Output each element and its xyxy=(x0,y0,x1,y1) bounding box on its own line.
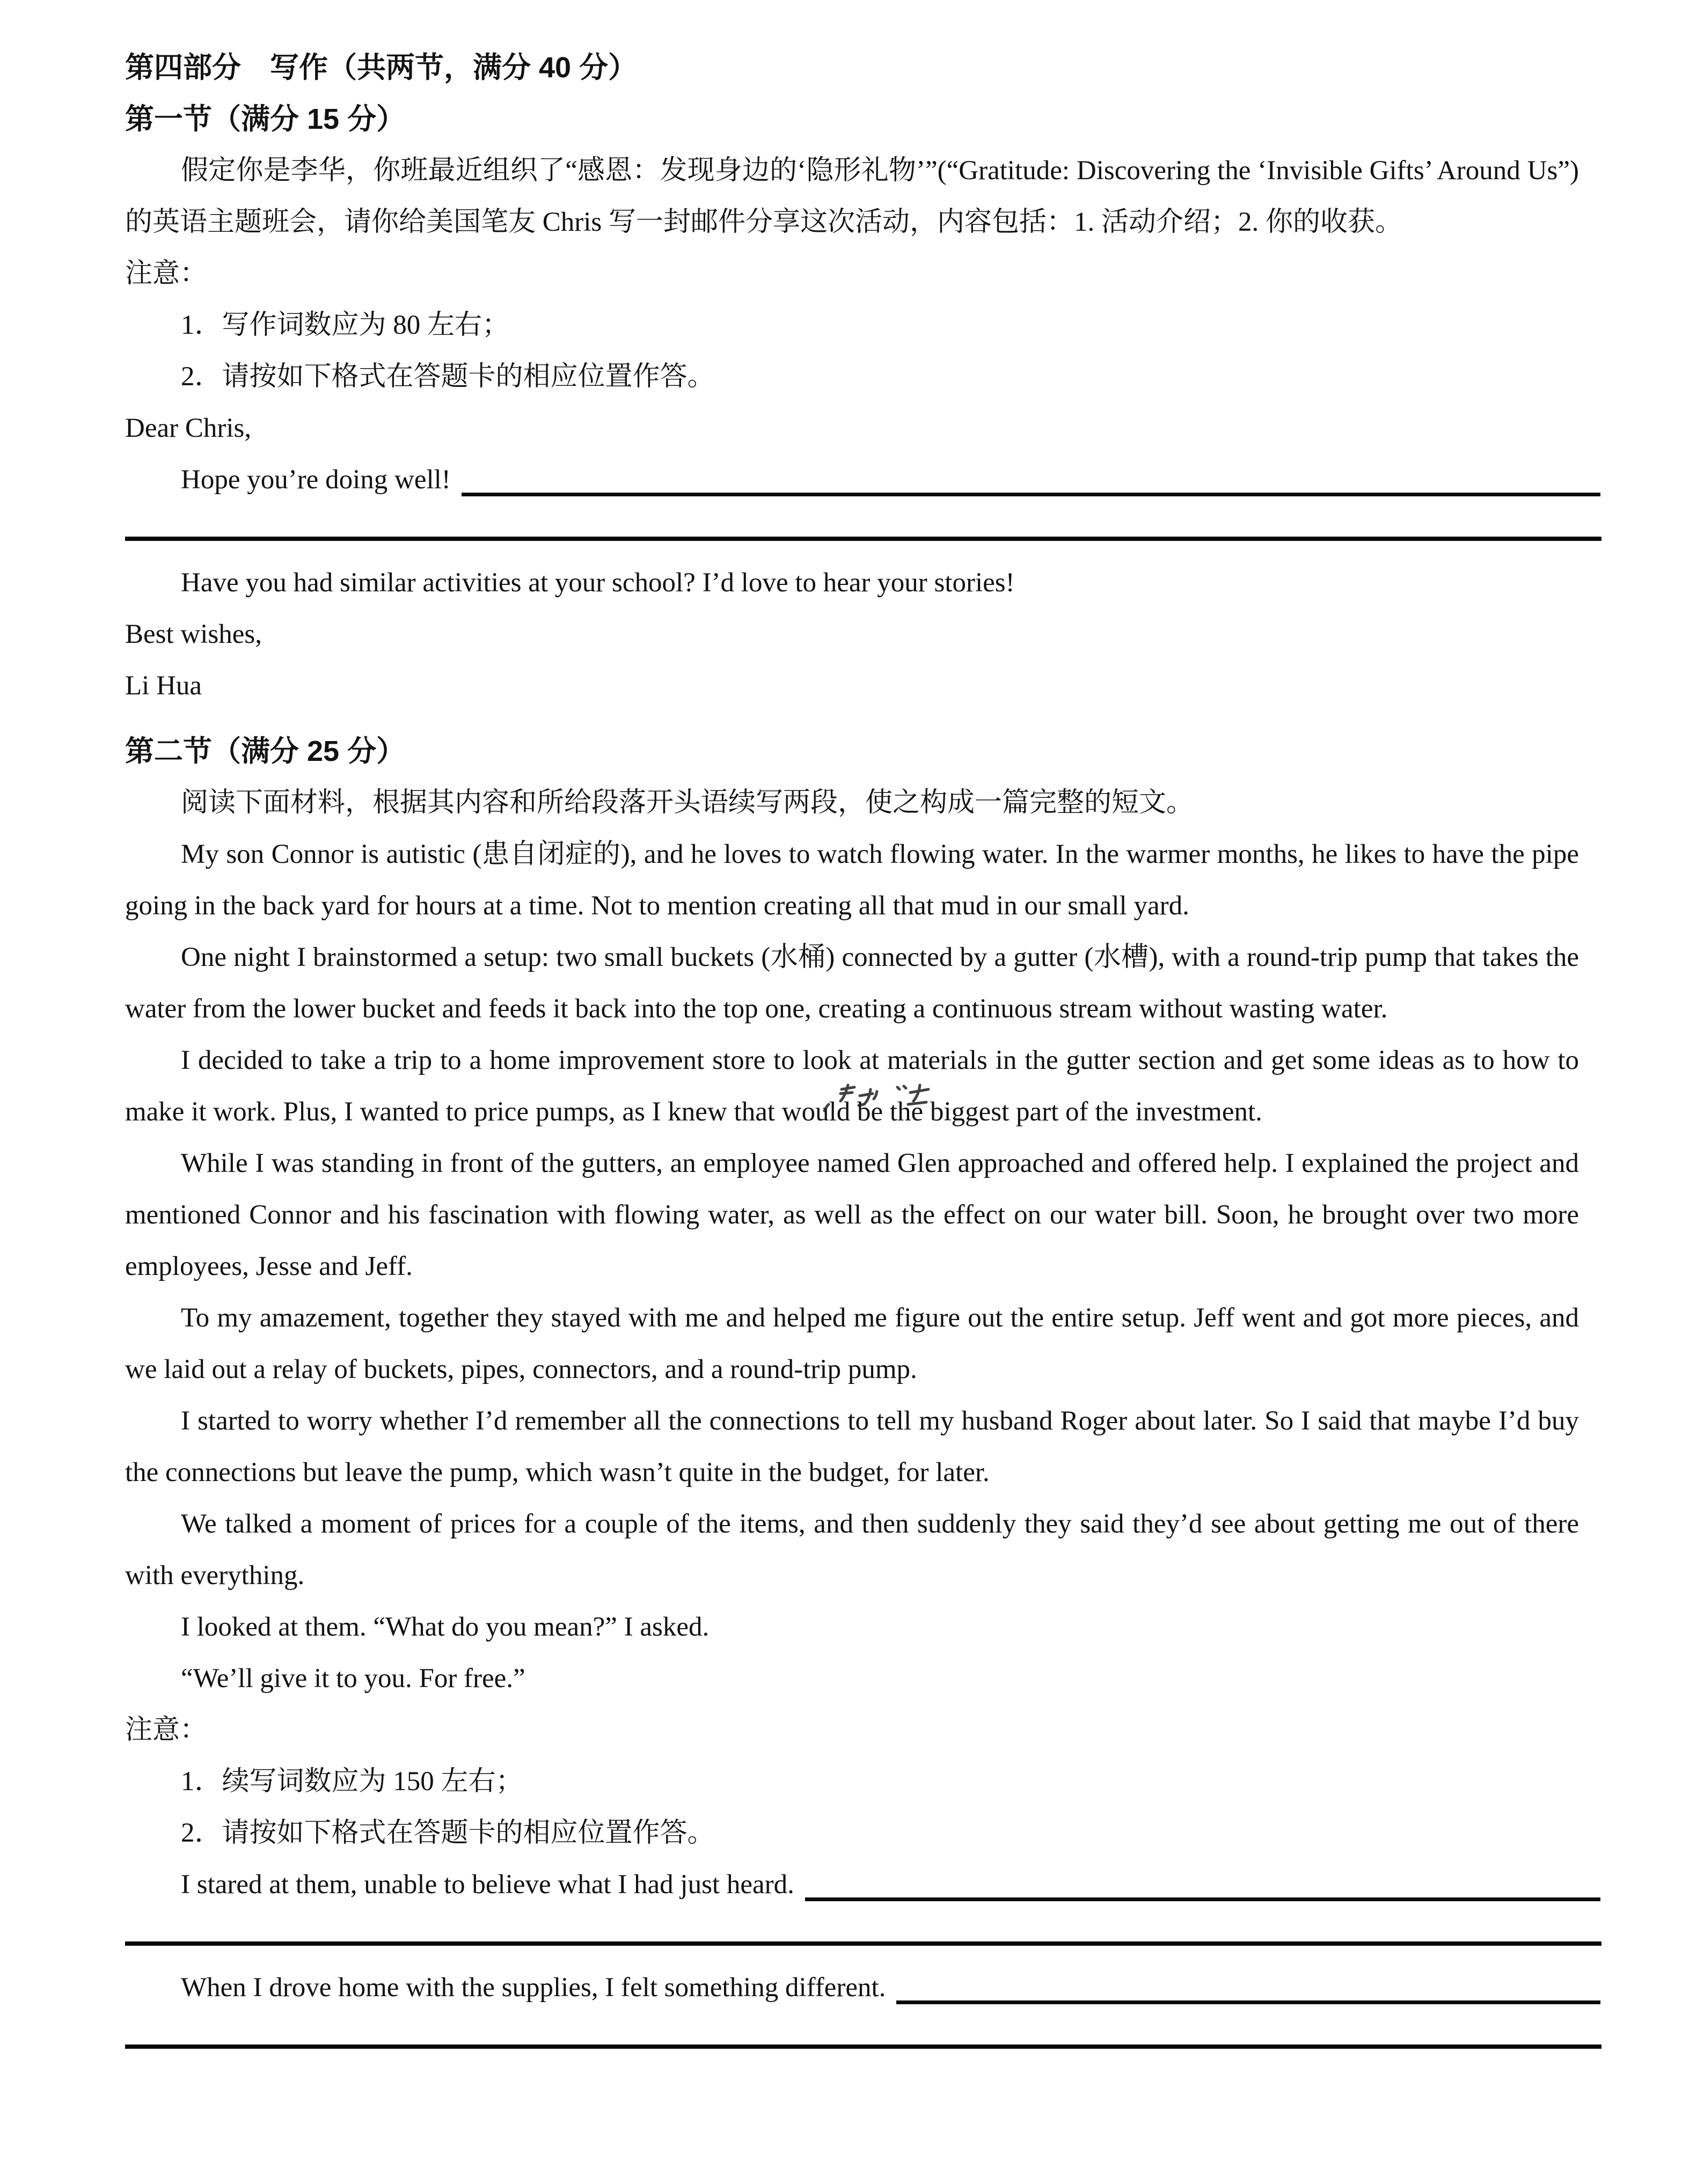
signature-line: Li Hua xyxy=(125,671,202,701)
answer-rule-row xyxy=(125,505,1579,557)
continuation1-blank-rule xyxy=(125,1941,1601,1946)
part2-instruction: 阅读下面材料，根据其内容和所给段落开头语续写两段，使之构成一篇完整的短文。 xyxy=(181,788,1194,818)
continuation1-opening-text: I stared at them, unable to believe what I had just heard. xyxy=(181,1870,794,1900)
reply-line: Have you had similar activities at your school? I’d love to hear your stories! xyxy=(181,568,1015,598)
continuation1-line-with-blank xyxy=(125,1859,1579,1910)
section-heading: 第四部分 写作（共两节，满分 40 分） xyxy=(125,52,638,84)
continuation2-line-with-blank xyxy=(125,1962,1579,2013)
story-paragraph-4: While I was standing in front of the gutters, an employee named Glen approached and offered help. I explained the project and mentioned Connor and his fascination with flowing water, as well as the effect on our water bill. Soon, he brought over two more employees, Jesse and Jeff. xyxy=(125,1148,1579,1281)
continuation2-opening-text: When I drove home with the supplies, I felt something different. xyxy=(181,1973,886,2003)
answer-blank-rule xyxy=(125,537,1601,541)
part1-heading: 第一节（满分 15 分） xyxy=(125,103,406,135)
part1-intro-paragraph: 假定你是李华，你班最近组织了“感恩：发现身边的‘隐形礼物’”(“Gratitude: Discovering the ‘Invisible Gifts’ Around Us”) 的英语主题班会，请你给美国笔友 Chris 写一封邮件分享这次活动，内容包括：1. 活动介绍；2. 你的收获。 xyxy=(125,156,1579,237)
story-paragraph-5: To my amazement, together they stayed with me and helped me figure out the entire setup. Jeff went and got more pieces, and we laid out a relay of buckets, pipes, connectors, and a round-trip pump. xyxy=(125,1303,1579,1384)
story-paragraph-2: One night I brainstormed a setup: two small buckets (水桶) connected by a gutter (水槽), with a round-trip pump that takes the water from the lower bucket and feeds it back into the top one, creating a continuous stream without wasting water. xyxy=(125,942,1579,1024)
continuation1-blank-underline xyxy=(805,1859,1600,1901)
continuation1-rule-row xyxy=(125,1910,1579,1962)
story-paragraph-9: “We’ll give it to you. For free.” xyxy=(181,1663,525,1694)
story-paragraph-6: I started to worry whether I’d remember all the connections to tell my husband Roger about later. So I said that maybe I’d buy the connections but leave the pump, which wasn’t quite in the budget, for later. xyxy=(125,1406,1579,1487)
continuation2-blank-rule xyxy=(125,2044,1601,2049)
part2-notice-item-2: 2．请按如下格式在答题卡的相应位置作答。 xyxy=(181,1818,715,1848)
opening-line-with-blank xyxy=(125,454,1579,505)
continuation2-rule-row xyxy=(125,2013,1579,2065)
story-paragraph-7: We talked a moment of prices for a couple of the items, and then suddenly they said they’d see about getting me out of there with everything. xyxy=(125,1509,1579,1591)
story-paragraph-3: I decided to take a trip to a home improvement store to look at materials in the gutter section and get some ideas as to how to make it work. Plus, I wanted to price pumps, as I knew that would be the biggest part of the investment. xyxy=(125,1045,1579,1127)
part1-notice-item-2: 2．请按如下格式在答题卡的相应位置作答。 xyxy=(181,362,715,392)
opening-line-text: Hope you’re doing well! xyxy=(181,465,451,495)
story-paragraph-8: I looked at them. “What do you mean?” I asked. xyxy=(181,1612,710,1642)
answer-blank-underline xyxy=(462,454,1600,496)
part2-heading: 第二节（满分 25 分） xyxy=(125,735,406,767)
closing-line: Best wishes, xyxy=(125,619,262,649)
part1-notice-item-1: 1．写作词数应为 80 左右； xyxy=(181,310,510,340)
part2-notice-item-1: 1．续写词数应为 150 左右； xyxy=(181,1767,523,1797)
handwritten-smudge-marks xyxy=(821,1083,966,1120)
continuation2-blank-underline xyxy=(896,1962,1600,2004)
part2-notice-label: 注意： xyxy=(125,1715,208,1745)
story-paragraph-1: My son Connor is autistic (患自闭症的), and he loves to watch flowing water. In the warmer months, he likes to have the pipe going in the back yard for hours at a time. Not to mention creating all that mud in our small yard. xyxy=(125,839,1579,921)
salutation-line: Dear Chris, xyxy=(125,413,252,443)
part1-notice-label: 注意： xyxy=(125,259,208,289)
